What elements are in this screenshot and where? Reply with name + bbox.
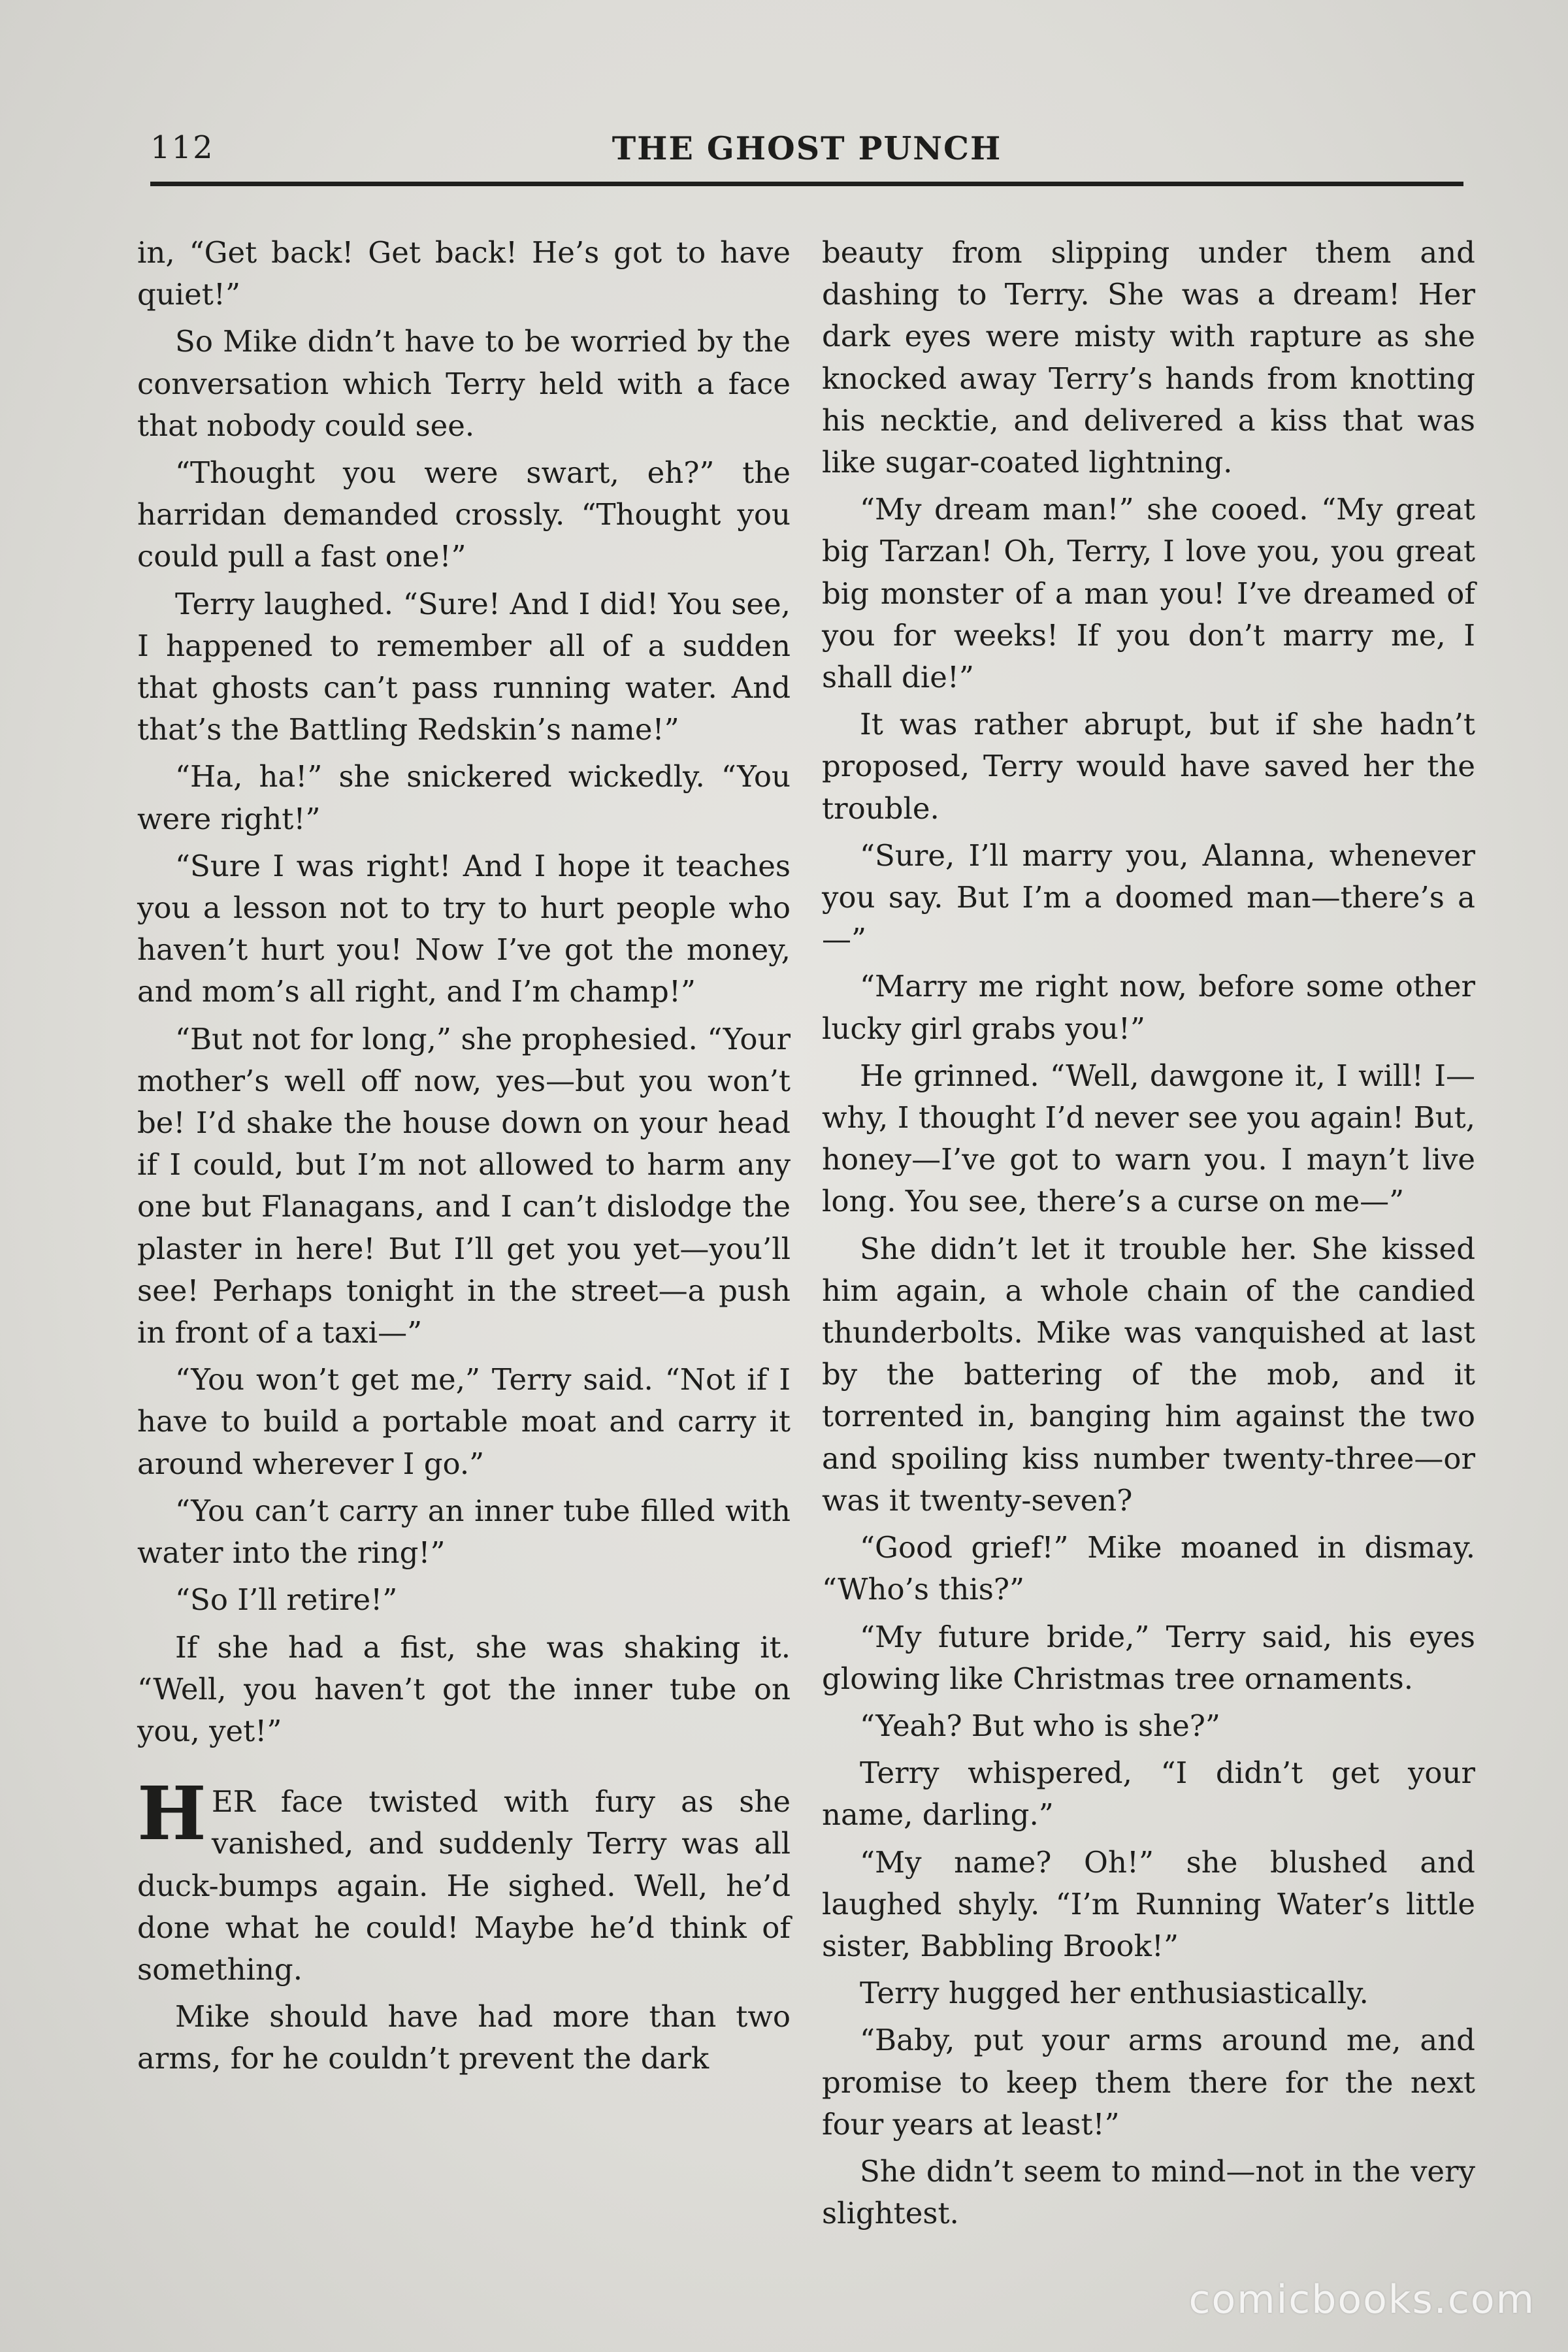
paragraph: “Baby, put your arms around me, and promise to keep them there for the next four years at least!” [822,2023,1475,2142]
paragraph: He grinned. “Well, dawgone it, I will! I—why, I thought I’d never see you again! But, honey—I’ve got to warn you. I mayn’t live long. You see, there’s a curse on me—” [822,1058,1475,1219]
paragraph: “You can’t carry an inner tube filled with water into the ring!” [137,1493,791,1571]
page-number: 112 [150,129,214,166]
drop-cap: H [137,1771,206,1857]
paragraph: Terry laughed. “Sure! And I did! You see, I happened to remember all of a sudden that ghosts can’t pass running water. And that’s the Battling Redskin’s name!” [137,586,791,747]
paragraph: “But not for long,” she prophesied. “Your mother’s well off now, yes—but you won’t be! I’d shake the house down on your head if I could, but I’m not allowed to harm any one but Flanagans, and I can’t dislodge the plaster in here! But I’ll get you yet—you’ll see! Perhaps tonight in the street—a push in front of a taxi—” [137,1021,791,1350]
paragraph: “My name? Oh!” she blushed and laughed shyly. “I’m Running Water’s little sister, Babbling Brook!” [822,1844,1475,1963]
paragraph: “So I’ll retire!” [175,1582,398,1618]
paragraph: “Ha, ha!” she snickered wickedly. “You were right!” [137,759,791,836]
paragraph: “Thought you were swart, eh?” the harridan demanded crossly. “Thought you could pull a fast one!” [137,455,791,574]
paragraph: Terry whispered, “I didn’t get your name, darling.” [822,1756,1475,1833]
running-title: THE GHOST PUNCH [612,129,1002,167]
header-rule [150,182,1463,186]
paragraph: It was rather abrupt, but if she hadn’t proposed, Terry would have saved her the trouble. [822,707,1475,826]
page-header [150,129,1463,175]
paragraph: She didn’t let it trouble her. She kissed him again, a whole chain of the candied thunderbolts. Mike was vanquished at last by the battering of the mob, and it torrented in, banging him against the two and spoiling kiss number twenty-three—or was it twenty-seven? [822,1231,1475,1518]
left-column [137,232,791,2085]
paragraph: “My future bride,” Terry said, his eyes glowing like Christmas tree ornaments. [822,1619,1475,1696]
right-column [822,232,1475,2240]
paragraph: “Yeah? But who is she?” [860,1708,1220,1743]
drop-cap-paragraph-text: ER face twisted with fury as she vanished, and suddenly Terry was all duck-bumps again. He sighed. Well, he’d done what he could! Maybe he’d think of something. [137,1784,791,1987]
paragraph: “Sure I was right! And I hope it teaches you a lesson not to try to hurt people who haven’t hurt you! Now I’ve got the money, and mom’s all right, and I’m champ!” [137,848,791,1009]
paragraph: If she had a fist, she was shaking it. “Well, you haven’t got the inner tube on you, yet!” [137,1629,791,1748]
paragraph: She didn’t seem to mind—not in the very slightest. [822,2153,1475,2231]
watermark: comicbooks.com [1188,2277,1535,2323]
paragraph: beauty from slipping under them and dashing to Terry. She was a dream! Her dark eyes were misty with rapture as she knocked away Terry’s hands from knotting his necktie, and delivered a kiss that was like sugar-coated lightning. [822,235,1475,480]
paragraph: in, “Get back! Get back! He’s got to have quiet!” [137,235,791,312]
paragraph: “Marry me right now, before some other lucky girl grabs you!” [822,969,1475,1046]
paragraph: “You won’t get me,” Terry said. “Not if I have to build a portable moat and carry it around wherever I go.” [137,1362,791,1481]
paragraph: Terry hugged her enthusiastically. [860,1976,1369,2011]
paragraph: “Good grief!” Mike moaned in dismay. “Who’s this?” [822,1530,1475,1607]
paragraph: “My dream man!” she cooed. “My great big Tarzan! Oh, Terry, I love you, you great big monster of a man you! I’ve dreamed of you for weeks! If you don’t marry me, I shall die!” [822,492,1475,695]
paragraph: Mike should have had more than two arms, for he couldn’t prevent the dark [137,1999,791,2076]
paragraph: So Mike didn’t have to be worried by the conversation which Terry held with a face that nobody could see. [137,324,791,443]
paragraph: “Sure, I’ll marry you, Alanna, whenever you say. But I’m a doomed man—there’s a—” [822,838,1475,957]
drop-cap-paragraph [137,1771,791,1991]
